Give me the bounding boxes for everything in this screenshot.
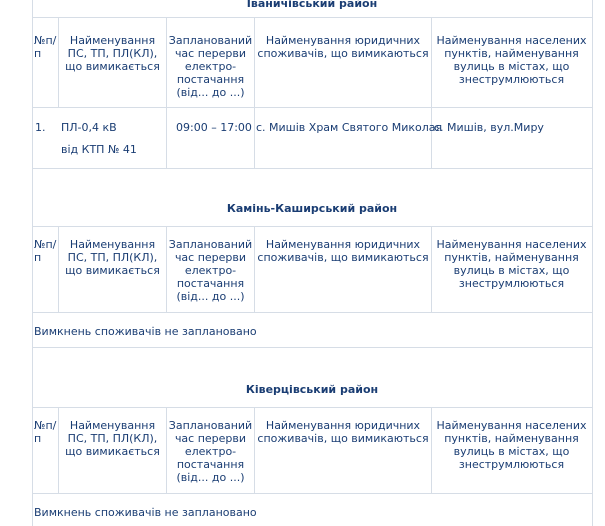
header-ps: Найменування ПС, ТП, ПЛ(КЛ), що вимикається [65, 419, 160, 458]
header-legal: Найменування юридичних споживачів, що вимикаються [257, 238, 429, 264]
row-time: 09:00 – 17:00 [176, 121, 252, 134]
row-num: 1. [35, 121, 46, 134]
header-settlements: Найменування населених пунктів, найменування вулиць в містах, що знеструмлюються [436, 419, 587, 471]
row-line-from: від КТП № 41 [61, 143, 137, 156]
empty-note: Вимкнень споживачів не заплановано [34, 325, 257, 338]
row-legal: с. Мишів Храм Святого Миколая [256, 121, 443, 134]
header-legal: Найменування юридичних споживачів, що вимикаються [257, 419, 429, 445]
header-time: Запланований час перерви електро-постачання (від... до ...) [168, 34, 253, 99]
district-title: Іваничівський район [246, 0, 378, 10]
header-settlements: Найменування населених пунктів, найменування вулиць в містах, що знеструмлюються [436, 34, 587, 86]
header-time: Запланований час перерви електро-постачання (від... до ...) [168, 238, 253, 303]
header-num: №п/п [34, 34, 57, 60]
empty-note: Вимкнень споживачів не заплановано [34, 506, 257, 519]
header-num: №п/п [34, 238, 57, 264]
header-ps: Найменування ПС, ТП, ПЛ(КЛ), що вимикається [65, 34, 160, 73]
header-num: №п/п [34, 419, 57, 445]
row-settlements: с. Мишів, вул.Миру [434, 121, 544, 134]
header-ps: Найменування ПС, ТП, ПЛ(КЛ), що вимикається [65, 238, 160, 277]
district-title: Камінь-Каширський район [226, 202, 398, 215]
district-title: Ківерцівський район [245, 383, 379, 396]
row-line: ПЛ-0,4 кВ [61, 121, 117, 134]
header-settlements: Найменування населених пунктів, найменування вулиць в містах, що знеструмлюються [436, 238, 587, 290]
divider [32, 17, 592, 18]
header-legal: Найменування юридичних споживачів, що вимикаються [257, 34, 429, 60]
header-time: Запланований час перерви електро-постачання (від... до ...) [168, 419, 253, 484]
